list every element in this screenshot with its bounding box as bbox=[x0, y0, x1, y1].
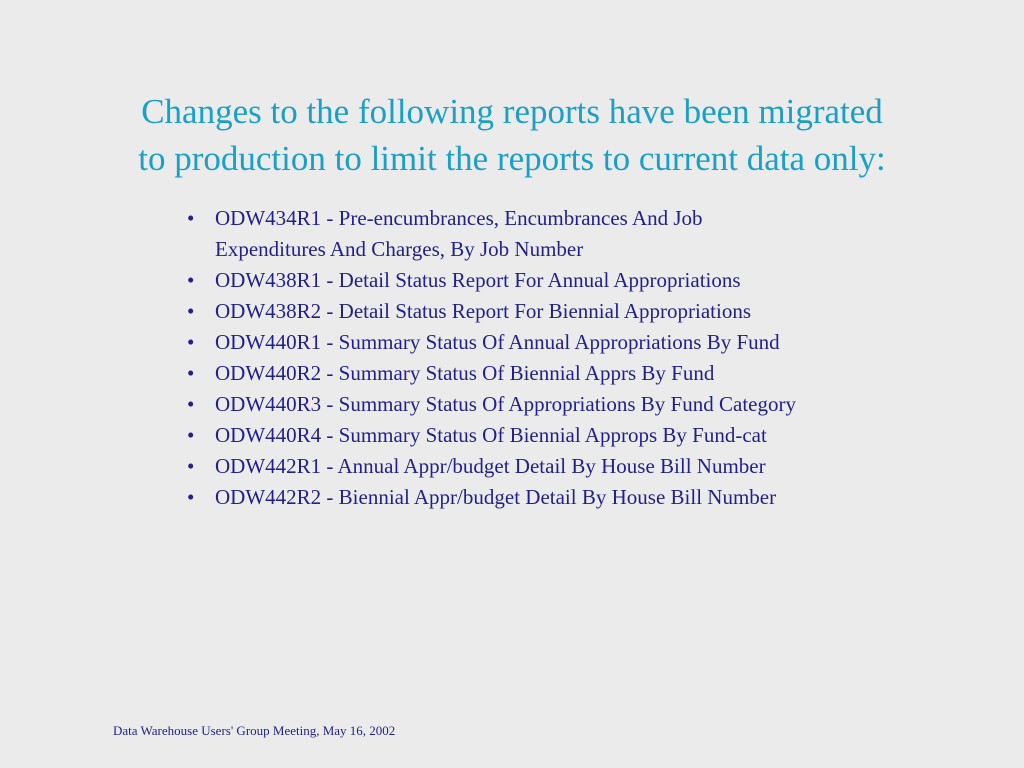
bullet-icon: • bbox=[187, 206, 195, 230]
list-item-text: ODW440R4 - Summary Status Of Biennial Approps By Fund-cat bbox=[215, 423, 767, 447]
list-item-text: ODW442R2 - Biennial Appr/budget Detail By House Bill Number bbox=[215, 485, 777, 509]
slide-footer: Data Warehouse Users' Group Meeting, May 16, 2002 bbox=[113, 723, 396, 738]
slide-title bbox=[40, 88, 984, 182]
bullet-icon: • bbox=[187, 454, 195, 478]
list-item-text-continued: Expenditures And Charges, By Job Number bbox=[215, 237, 584, 261]
bullet-icon: • bbox=[187, 392, 195, 416]
bullet-icon: • bbox=[187, 299, 195, 323]
title-line-1: Changes to the following reports have been migrated bbox=[141, 92, 883, 131]
list-item-text: ODW434R1 - Pre-encumbrances, Encumbrances And Job bbox=[215, 206, 703, 230]
list-item-text: ODW442R1 - Annual Appr/budget Detail By House Bill Number bbox=[215, 454, 766, 478]
bullet-icon: • bbox=[187, 330, 195, 354]
list-item bbox=[186, 265, 986, 296]
list-item-text: ODW440R3 - Summary Status Of Appropriations By Fund Category bbox=[215, 392, 796, 416]
list-item bbox=[186, 482, 986, 513]
list-item bbox=[186, 358, 986, 389]
bullet-icon: • bbox=[187, 361, 195, 385]
list-item bbox=[186, 420, 986, 451]
list-item bbox=[186, 203, 986, 265]
bullet-icon: • bbox=[187, 268, 195, 292]
list-item bbox=[186, 296, 986, 327]
list-item bbox=[186, 451, 986, 482]
report-list bbox=[186, 203, 986, 513]
list-item bbox=[186, 327, 986, 358]
list-item bbox=[186, 389, 986, 420]
title-line-2: to production to limit the reports to current data only: bbox=[138, 139, 886, 178]
bullet-icon: • bbox=[187, 423, 195, 447]
list-item-text: ODW440R2 - Summary Status Of Biennial Apprs By Fund bbox=[215, 361, 715, 385]
bullet-icon: • bbox=[187, 485, 195, 509]
list-item-text: ODW438R2 - Detail Status Report For Biennial Appropriations bbox=[215, 299, 752, 323]
list-item-text: ODW438R1 - Detail Status Report For Annual Appropriations bbox=[215, 268, 741, 292]
list-item-text: ODW440R1 - Summary Status Of Annual Appropriations By Fund bbox=[215, 330, 780, 354]
